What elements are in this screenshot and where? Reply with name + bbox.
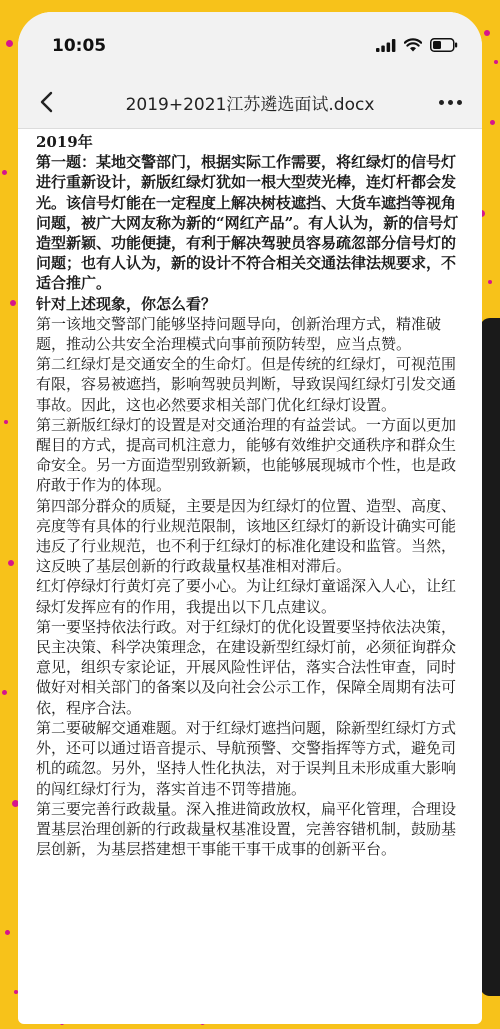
decorative-dot [8,560,14,566]
decorative-dot [490,120,495,125]
decorative-dot [488,280,492,284]
document-paragraph: 第一该地交警部门能够坚持问题导向，创新治理方式，精准破题，推动公共安全治理模式向事前预防转型，应当点赞。 [36,314,442,354]
decorative-dot [484,30,490,36]
signal-icon [376,39,396,52]
phone-screen [18,12,482,1024]
decorative-dot [2,690,7,695]
decorative-dot [6,40,13,47]
document-paragraph: 第三要完善行政裁量。深入推进简政放权，扁平化管理，合理设置基层治理创新的行政裁量权基准设置，完善容错机制，鼓励基层创新，为基层搭建想干事能干事干成事的创新平台。 [36,799,457,859]
document-heading: 2019年 [36,133,93,151]
wifi-icon [404,38,422,52]
more-dots-icon[interactable] [434,87,466,117]
document-paragraph: 第四部分群众的质疑，主要是因为红绿灯的位置、造型、高度、亮度等有具体的行业规范限制，该地区红绿灯的新设计确实可能违反了行业规范，也不利于红绿灯的标准化建设和监管。当然，这反映了基层创新的行政裁量权基准相对滞后。 [36,496,457,576]
document-paragraph: 第三新版红绿灯的设置是对交通治理的有益尝试。一方面以更加醒目的方式，提高司机注意力，能够有效维护交通秩序和群众生命安全。另一方面造型别致新颖，也能够展现城市个性，也是政府敢于作为的体现。 [36,415,457,495]
decorative-dot [4,420,8,424]
battery-icon [430,38,458,52]
background-photo-edge [480,318,500,996]
document-paragraph: 第二红绿灯是交通安全的生命灯。但是传统的红绿灯，可视范围有限，容易被遮挡，影响驾驶员判断，导致误闯红绿灯引发交通事故。因此，这也必然要求相关部门优化红绿灯设置。 [36,355,457,414]
status-icons [376,38,458,52]
status-time: 10:05 [52,36,107,56]
decorative-dot [2,170,7,175]
status-bar [18,12,482,76]
document-paragraph: 红灯停绿灯行黄灯亮了要小心。为让红绿灯童谣深入人心，让红绿灯发挥应有的作用，我提出以下几点建议。 [36,577,457,616]
document-nav-bar [18,76,482,129]
document-title: 2019+2021江苏遴选面试.docx [125,95,375,115]
decorative-dot [10,300,16,306]
document-heading: 针对上述现象，你怎么看？ [36,294,217,313]
document-paragraph: 第二要破解交通难题。对于红绿灯遮挡问题，除新型红绿灯方式外，还可以通过语音提示、导航预警、交警指挥等方式，避免司机的疏忽。另外，坚持人性化执法，对于误判且未形成重大影响的闯红绿灯行为，落实首违不罚等措施。 [36,718,457,798]
document-heading: 第一题：某地交警部门，根据实际工作需要，将红绿灯的信号灯进行重新设计，新版红绿灯犹如一根大型荧光棒，连灯杆都会发光。该信号灯能在一定程度上解决树枝遮挡、大货车遮挡等视角问题，被广大网友称为新的“网红产品”。有人认为，新的信号灯造型新颖、功能便捷，有利于解决驾驶员容易疏忽部分信号灯的问题；也有人认为，新的设计不符合相关交通法律法规要求，不适合推广。 [36,153,459,293]
decorative-dot [494,60,498,64]
document-body [36,132,468,859]
chevron-left-icon[interactable] [32,87,62,117]
document-paragraph: 第一要坚持依法行政。对于红绿灯的优化设置要坚持依法决策，民主决策、科学决策理念，在建设新型红绿灯前，必须征询群众意见，组织专家论证，开展风险性评估，落实合法性审查，同时做好对相关部门的备案以及向社会公示工作，保障全周期有法可依，程序合法。 [36,617,457,717]
decorative-dot [5,930,10,935]
